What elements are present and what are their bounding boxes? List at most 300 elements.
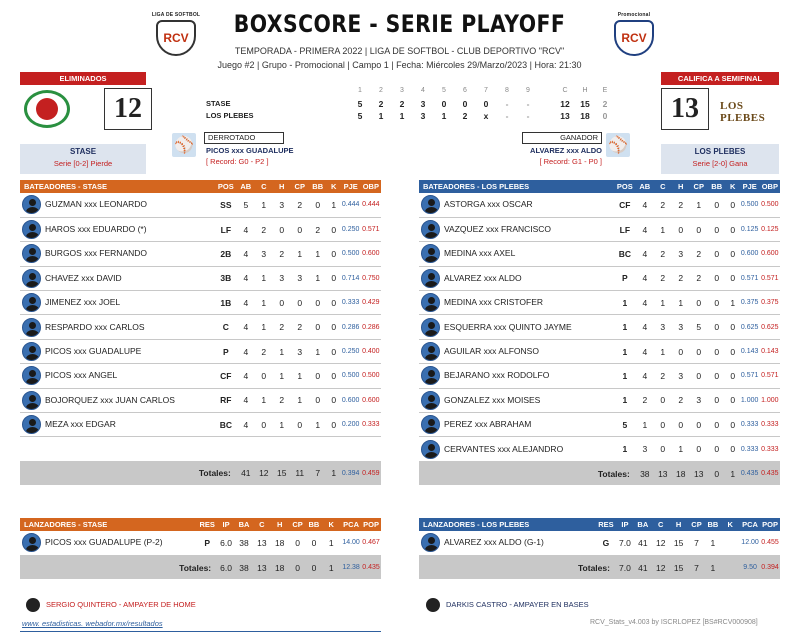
column-header: RES <box>596 518 616 531</box>
stat-pje: 0.200 <box>341 421 360 429</box>
player-avatar-icon <box>22 415 41 434</box>
column-header: AB <box>636 180 654 193</box>
left-team-series: Serie [0-2] Pierde <box>53 159 113 168</box>
stat-c: 0 <box>660 419 666 430</box>
rhe-value: 12 <box>560 99 570 109</box>
totals-label: Totales: <box>419 461 636 485</box>
inning-runs: - <box>526 99 530 109</box>
player-name-text: GONZALEZ xxx MOISES <box>444 394 541 405</box>
player-name-text: MEDINA xxx CRISTOFER <box>444 297 544 307</box>
stat-ip: 7.0 <box>619 537 631 548</box>
stat-cp: 1 <box>297 248 303 259</box>
left-team-score: 12 <box>104 88 152 130</box>
stat-obp: 1.000 <box>761 396 779 404</box>
rhe-header: C <box>562 87 568 94</box>
stat-c: 2 <box>660 273 666 284</box>
stat-pje: 0.600 <box>341 396 360 404</box>
stat-k: 1 <box>328 537 334 548</box>
stat-h: 3 <box>678 248 684 259</box>
stat-pca: 12.00 <box>741 539 759 547</box>
totals-row <box>20 555 381 579</box>
table-header <box>20 518 381 531</box>
inning-runs: 3 <box>420 99 426 109</box>
right-team-card <box>661 144 779 174</box>
stat-c: 13 <box>257 537 267 548</box>
stat-pje: 0.571 <box>740 372 759 380</box>
total-ba: 41 <box>634 555 652 579</box>
player-pos: 1 <box>622 444 628 455</box>
total-pop: 0.435 <box>361 555 381 579</box>
stat-h: 15 <box>673 537 684 548</box>
stat-cp: 0 <box>297 224 303 235</box>
stase-logo <box>24 90 70 128</box>
league-logo-tag: LIGA DE SOFTBOL <box>151 12 201 18</box>
player-name-text: HAROS xxx EDUARDO (*) <box>45 223 147 234</box>
left-team-name: STASE <box>69 147 97 156</box>
stat-pje: 0.500 <box>740 201 759 209</box>
stat-bb: 0 <box>315 370 321 381</box>
stat-c: 2 <box>261 224 267 235</box>
stat-c: 1 <box>261 395 267 406</box>
stat-c: 3 <box>660 322 666 333</box>
stat-obp: 0.750 <box>362 274 380 282</box>
stat-ab: 4 <box>642 370 648 381</box>
stat-k: 0 <box>331 419 337 430</box>
stat-ab: 4 <box>642 273 648 284</box>
stat-k: 0 <box>730 248 736 259</box>
column-header: PCA <box>341 518 361 531</box>
stat-ab: 4 <box>642 322 648 333</box>
stat-obp: 0.375 <box>761 299 779 307</box>
stat-obp: 0.571 <box>362 226 380 234</box>
column-header: K <box>726 180 740 193</box>
stat-c: 1 <box>261 199 267 210</box>
inning-runs: 1 <box>378 111 384 121</box>
stat-ab: 4 <box>243 224 249 235</box>
player-pos: CF <box>220 370 232 381</box>
totals-label: Totales: <box>20 555 217 579</box>
total-obp: 0.435 <box>760 461 780 485</box>
stat-cp: 2 <box>696 273 702 284</box>
column-header: PJE <box>341 180 361 193</box>
stat-cp: 0 <box>696 297 702 308</box>
player-name <box>20 388 215 412</box>
total-c: 13 <box>253 555 271 579</box>
player-name <box>419 339 614 363</box>
right-team-name: LOS PLEBES <box>694 147 746 156</box>
stat-pje: 0.286 <box>341 323 360 331</box>
total-pje: 0.435 <box>740 461 760 485</box>
stat-cp: 7 <box>694 537 699 548</box>
stat-h: 2 <box>678 199 684 210</box>
total-ip: 7.0 <box>616 555 634 579</box>
stat-c: 0 <box>261 370 267 381</box>
table-row <box>419 242 780 266</box>
table-row <box>20 266 381 290</box>
stat-ab: 4 <box>243 395 249 406</box>
stat-k: 0 <box>331 346 337 357</box>
stat-cp: 0 <box>696 444 702 455</box>
total-pop: 0.394 <box>760 555 780 579</box>
player-name-text: BOJORQUEZ xxx JUAN CARLOS <box>45 394 175 405</box>
stat-k: 1 <box>331 199 337 210</box>
stat-c: 2 <box>660 370 666 381</box>
inning-header: 5 <box>442 87 446 94</box>
table-row <box>20 413 381 437</box>
rhe-header: H <box>582 87 588 94</box>
league-logo-shield: RCV <box>156 20 196 56</box>
stat-pje: 0.714 <box>341 274 360 282</box>
results-link[interactable]: www. estadisticas. webador.mx/resultados <box>22 619 163 628</box>
stat-ab: 4 <box>243 273 249 284</box>
table-row <box>419 388 780 412</box>
player-name <box>20 193 215 217</box>
stat-h: 1 <box>678 444 684 455</box>
player-name-text: PEREZ xxx ABRAHAM <box>444 418 532 429</box>
inning-header: 8 <box>505 87 509 94</box>
table-title: LANZADORES - LOS PLEBES <box>419 518 596 531</box>
stat-ip: 6.0 <box>220 537 232 548</box>
stat-h: 3 <box>678 322 684 333</box>
stat-k <box>720 531 740 555</box>
player-avatar-icon <box>22 533 41 552</box>
stat-obp: 0.286 <box>362 323 380 331</box>
inning-runs: 0 <box>462 99 468 109</box>
stat-pca: 14.00 <box>342 539 360 547</box>
inning-runs: 2 <box>462 111 468 121</box>
stat-h: 0 <box>279 224 285 235</box>
table-row <box>419 364 780 388</box>
stat-c: 1 <box>261 273 267 284</box>
right-team-banner: CALIFICA A SEMIFINAL <box>661 72 779 85</box>
inning-runs: 2 <box>378 99 384 109</box>
table-header <box>419 180 780 193</box>
stat-pje: 0.625 <box>740 323 759 331</box>
player-name-text: ALVAREZ xxx ALDO <box>444 272 522 283</box>
left-team-card <box>20 144 146 174</box>
stat-h: 1 <box>279 346 285 357</box>
stat-k: 0 <box>331 322 337 333</box>
stat-k: 0 <box>331 370 337 381</box>
player-name-text: ESQUERRA xxx QUINTO JAYME <box>444 321 572 332</box>
stat-obp: 0.143 <box>761 348 779 356</box>
table-row <box>20 291 381 315</box>
player-name <box>419 266 614 290</box>
stat-obp: 0.600 <box>362 396 380 404</box>
stat-c: 1 <box>660 346 666 357</box>
winner-name: ALVAREZ xxx ALDO <box>530 146 602 155</box>
stat-bb: 0 <box>714 395 720 406</box>
stat-cp: 5 <box>696 322 702 333</box>
player-pos: 5 <box>622 419 628 430</box>
inning-header: 4 <box>421 87 425 94</box>
player-name <box>419 291 614 315</box>
season-line: TEMPORADA - PRIMERA 2022 | LIGA DE SOFTBOL - CLUB DEPORTIVO "RCV" <box>234 46 565 56</box>
total-pje: 0.394 <box>341 461 361 485</box>
stat-c: 3 <box>261 248 267 259</box>
rhe-value: 13 <box>560 111 570 121</box>
player-name-text: BEJARANO xxx RODOLFO <box>444 370 550 381</box>
stat-k: 0 <box>730 273 736 284</box>
player-pos: 1 <box>622 395 628 406</box>
home-umpire-text: SERGIO QUINTERO - AMPAYER DE HOME <box>46 599 196 609</box>
winner-label: GANADOR <box>522 132 602 144</box>
table-row <box>20 315 381 339</box>
inning-runs: - <box>505 111 509 121</box>
table-row <box>20 339 381 363</box>
stat-ab: 1 <box>642 419 648 430</box>
column-header: BB <box>308 520 320 529</box>
pitcher-name <box>419 531 596 555</box>
player-name <box>419 413 614 437</box>
player-name-text: PICOS xxx ANGEL <box>45 370 118 381</box>
player-name <box>20 217 215 241</box>
player-name <box>419 437 614 461</box>
linescore-team: LOS PLEBES <box>206 111 254 120</box>
table-row <box>20 217 381 241</box>
player-name <box>20 315 215 339</box>
player-pos: 1 <box>622 322 628 333</box>
player-name <box>419 193 614 217</box>
player-name <box>20 266 215 290</box>
inning-runs: - <box>505 99 509 109</box>
player-avatar-icon <box>421 244 440 263</box>
version-text: RCV_Stats_v4.003 by ISCRLOPEZ [BS#RCV000908] <box>590 619 758 626</box>
player-avatar-icon <box>22 318 41 337</box>
player-name-text: MEDINA xxx AXEL <box>444 248 516 259</box>
stat-h: 2 <box>678 273 684 284</box>
total-pca: 9.50 <box>740 555 760 579</box>
table-row <box>20 364 381 388</box>
player-name <box>419 217 614 241</box>
total-ab: 38 <box>636 461 654 485</box>
table-header <box>20 180 381 193</box>
player-avatar-icon <box>421 391 440 410</box>
column-header: POS <box>614 180 636 193</box>
player-name <box>419 364 614 388</box>
player-pos: P <box>622 273 628 284</box>
inning-runs: - <box>526 111 530 121</box>
stat-c: 1 <box>261 322 267 333</box>
table-header <box>419 518 780 531</box>
umpire-icon <box>26 598 40 612</box>
stat-ba: 38 <box>239 537 249 548</box>
player-avatar-icon <box>22 220 41 239</box>
player-name-text: ASTORGA xxx OSCAR <box>444 199 533 210</box>
stat-h: 0 <box>678 346 684 357</box>
total-h: 15 <box>273 461 291 485</box>
stat-cp: 0 <box>696 224 702 235</box>
player-name-text: AGUILAR xxx ALFONSO <box>444 345 539 356</box>
table-row <box>20 242 381 266</box>
stat-pje: 0.333 <box>740 445 759 453</box>
pitcher-name-text: PICOS xxx GUADALUPE (P-2) <box>45 537 163 548</box>
table-row <box>419 339 780 363</box>
player-avatar-icon <box>421 366 440 385</box>
column-header: C <box>253 518 271 531</box>
home-umpire <box>26 598 196 612</box>
stat-c: 2 <box>261 346 267 357</box>
stat-h: 18 <box>274 537 285 548</box>
table-row <box>20 193 381 217</box>
player-pos: BC <box>219 419 232 430</box>
total-k <box>720 555 740 579</box>
stat-cp: 1 <box>297 395 303 406</box>
stat-obp: 0.500 <box>761 201 779 209</box>
totals-row <box>419 555 780 579</box>
table-row <box>419 531 780 555</box>
rhe-value: 0 <box>602 111 608 121</box>
stat-bb: 0 <box>714 273 720 284</box>
total-ba: 38 <box>235 555 253 579</box>
inning-runs: 3 <box>420 111 426 121</box>
stat-ab: 4 <box>243 419 249 430</box>
batting-table-plebes <box>419 180 780 485</box>
bases-umpire-text: DARKIS CASTRO - AMPAYER EN BASES <box>446 599 589 609</box>
stat-pje: 0.571 <box>740 274 759 282</box>
stat-h: 0 <box>678 419 684 430</box>
column-header: CP <box>289 518 307 531</box>
inning-header: 1 <box>358 87 362 94</box>
stat-k: 0 <box>331 395 337 406</box>
stat-c: 12 <box>656 537 666 548</box>
inning-runs: x <box>483 111 489 121</box>
player-avatar-icon <box>22 391 41 410</box>
batting-table-stase <box>20 180 381 485</box>
player-pos: 1B <box>220 297 232 308</box>
stat-pje: 0.333 <box>740 421 759 429</box>
player-name <box>419 315 614 339</box>
total-h: 18 <box>271 555 289 579</box>
player-pos: LF <box>220 224 232 235</box>
total-cp: 11 <box>291 461 309 485</box>
player-name-text: JIMENEZ xxx JOEL <box>45 297 121 307</box>
player-name-text: BURGOS xxx FERNANDO <box>45 248 148 259</box>
stat-obp: 0.571 <box>761 274 779 282</box>
stat-cp: 3 <box>297 346 303 357</box>
stat-ba: 41 <box>638 537 648 548</box>
stat-k: 0 <box>730 199 736 210</box>
stat-bb: 0 <box>714 199 720 210</box>
player-pos: 3B <box>220 273 232 284</box>
stat-pje: 0.125 <box>740 226 759 234</box>
player-pos: LF <box>619 224 631 235</box>
pitching-table-stase <box>20 518 381 579</box>
inning-runs: 5 <box>357 99 363 109</box>
column-header: H <box>672 180 690 193</box>
player-avatar-icon <box>22 195 41 214</box>
player-name-text: CERVANTES xxx ALEJANDRO <box>444 443 564 454</box>
stat-c: 1 <box>261 297 267 308</box>
totals-row <box>20 461 381 485</box>
promo-logo-shield: RCV <box>614 20 654 56</box>
player-avatar-icon <box>22 293 41 312</box>
stat-k: 0 <box>331 297 337 308</box>
stat-k: 0 <box>331 248 337 259</box>
total-bb: 1 <box>705 555 720 579</box>
column-header: H <box>670 518 688 531</box>
stat-ab: 4 <box>642 224 648 235</box>
stat-bb: 0 <box>311 537 317 548</box>
stat-bb: 0 <box>714 346 720 357</box>
stat-cp: 1 <box>297 370 303 381</box>
player-avatar-icon <box>421 195 440 214</box>
inning-header: 7 <box>484 87 488 94</box>
rhe-value: 2 <box>602 99 608 109</box>
player-avatar-icon <box>421 533 440 552</box>
total-bb: 0 <box>307 555 322 579</box>
total-pca: 12.38 <box>341 555 361 579</box>
stat-bb: 1 <box>315 248 321 259</box>
player-avatar-icon <box>421 220 440 239</box>
stat-c: 2 <box>660 199 666 210</box>
stat-cp: 0 <box>295 537 300 548</box>
stat-k: 0 <box>331 273 337 284</box>
stat-bb: 1 <box>315 273 321 284</box>
stat-k: 0 <box>730 395 736 406</box>
stat-pje: 0.600 <box>740 250 759 258</box>
column-header: RES <box>197 518 217 531</box>
total-k: 1 <box>321 555 341 579</box>
total-cp: 0 <box>289 555 307 579</box>
stat-cp: 0 <box>297 419 303 430</box>
stat-pje: 1.000 <box>740 396 759 404</box>
total-k: 1 <box>327 461 341 485</box>
stat-ab: 4 <box>243 248 249 259</box>
stat-obp: 0.429 <box>362 299 380 307</box>
column-header: POP <box>760 518 780 531</box>
total-h: 15 <box>670 555 688 579</box>
stat-pje: 0.500 <box>341 372 360 380</box>
player-pos: 1 <box>622 370 628 381</box>
stat-k: 1 <box>730 297 736 308</box>
loser-record: [ Record: G0 - P2 ] <box>206 157 269 166</box>
stat-obp: 0.333 <box>761 445 779 453</box>
stat-h: 2 <box>678 395 684 406</box>
umpire-icon <box>426 598 440 612</box>
table-row <box>419 193 780 217</box>
stat-c: 0 <box>660 444 666 455</box>
stat-h: 2 <box>279 395 285 406</box>
rhe-value: 18 <box>580 111 590 121</box>
player-pos: 1 <box>622 297 628 308</box>
stat-bb: 0 <box>714 322 720 333</box>
table-row <box>419 266 780 290</box>
stat-c: 0 <box>660 395 666 406</box>
column-header: BB <box>309 180 327 193</box>
player-avatar-icon <box>421 415 440 434</box>
column-header: C <box>255 180 273 193</box>
total-c: 13 <box>654 461 672 485</box>
stat-h: 3 <box>678 370 684 381</box>
page-title: BOXSCORE - SERIE PLAYOFF <box>233 10 566 38</box>
inning-header: 2 <box>379 87 383 94</box>
stat-pje: 0.250 <box>341 226 360 234</box>
total-c: 12 <box>255 461 273 485</box>
player-pos: 1 <box>622 346 628 357</box>
total-bb: 7 <box>309 461 327 485</box>
pitching-table-plebes <box>419 518 780 579</box>
stat-c: 1 <box>660 224 666 235</box>
plebes-logo: LOS PLEBES <box>720 100 766 124</box>
loser-name: PICOS xxx GUADALUPE <box>206 146 294 155</box>
player-avatar-icon <box>421 318 440 337</box>
stat-bb: 0 <box>714 444 720 455</box>
table-title: LANZADORES - STASE <box>20 518 197 531</box>
column-header: OBP <box>361 180 381 193</box>
column-header: POP <box>361 518 381 531</box>
column-header: H <box>271 518 289 531</box>
